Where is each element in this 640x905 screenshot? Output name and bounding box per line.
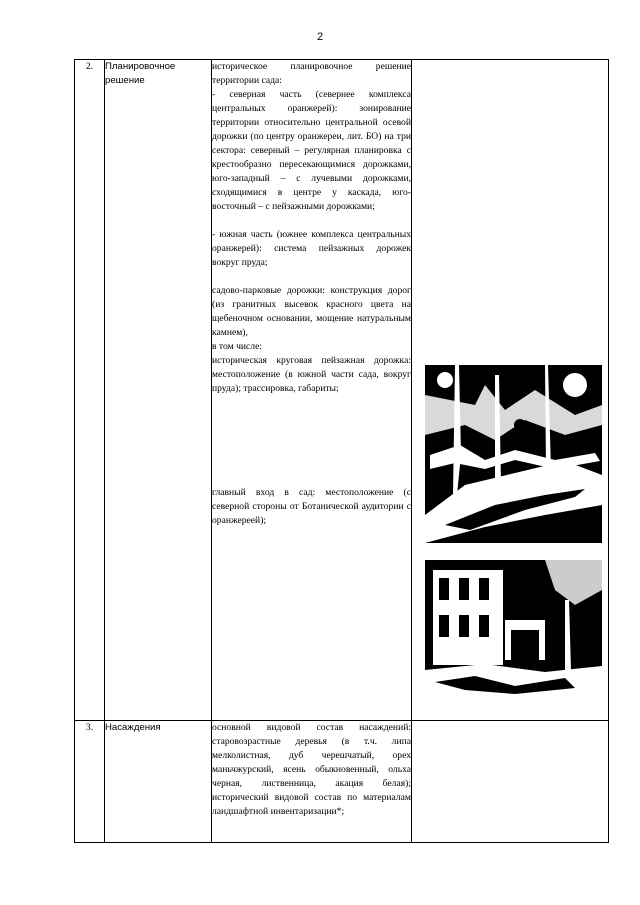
main-entrance-photo — [425, 560, 602, 697]
row-description — [212, 721, 412, 843]
photo-cell — [412, 721, 609, 843]
paragraph: в том числе: — [212, 341, 263, 352]
paragraph: садово-парковые дорожки: конструкция дорог (из гранитных высевок красного цвета на щебеночном основании, мощение натуральным камнем), — [212, 285, 411, 338]
row-name: Планировочное решение — [105, 60, 212, 721]
garden-path-photo — [425, 365, 602, 543]
protection-table — [74, 59, 609, 843]
paragraph: историческая круговая пейзажная дорожка: местоположение (в южной части сада, вокруг пруда); трассировка, габариты; — [212, 355, 411, 394]
row-number: 2. — [75, 60, 105, 721]
paragraph: основной видовой состав насаждений: старовозрастные деревья (в т.ч. липа мелколистная, дуб черешчатый, орех маньчжурский, ясень обыкновенный, ольха черная, лиственница, акация белая); исторический видовой состав по материалам ландшафтной инвентаризации*; — [212, 722, 411, 817]
photo-cell — [412, 60, 609, 721]
table-row — [75, 60, 609, 721]
page-number: 2 — [316, 31, 324, 43]
row-name: Насаждения — [105, 721, 212, 843]
paragraph: главный вход в сад: местоположение (с северной стороны от Ботанической аудитории с оранжереей); — [212, 487, 411, 526]
row-number: 3. — [75, 721, 105, 843]
row-description — [212, 60, 412, 721]
paragraph: - южная часть (южнее комплекса центральных оранжерей): система пейзажных дорожек вокруг пруда; — [212, 229, 411, 268]
paragraph: историческое планировочное решение территории сада: — [212, 61, 411, 86]
table-row — [75, 721, 609, 843]
paragraph: - северная часть (севернее комплекса центральных оранжерей): зонирование территории относительно центральной осевой дорожки (по центру оранжереи, лит. БО) на три сектора: северный – регулярная планировка с крестообразно пересекающимися дорожками, юго-западный – с лучевыми дорожками, сходящимися в центре у каскада, юго-восточный – с пейзажными дорожками; — [212, 89, 411, 212]
